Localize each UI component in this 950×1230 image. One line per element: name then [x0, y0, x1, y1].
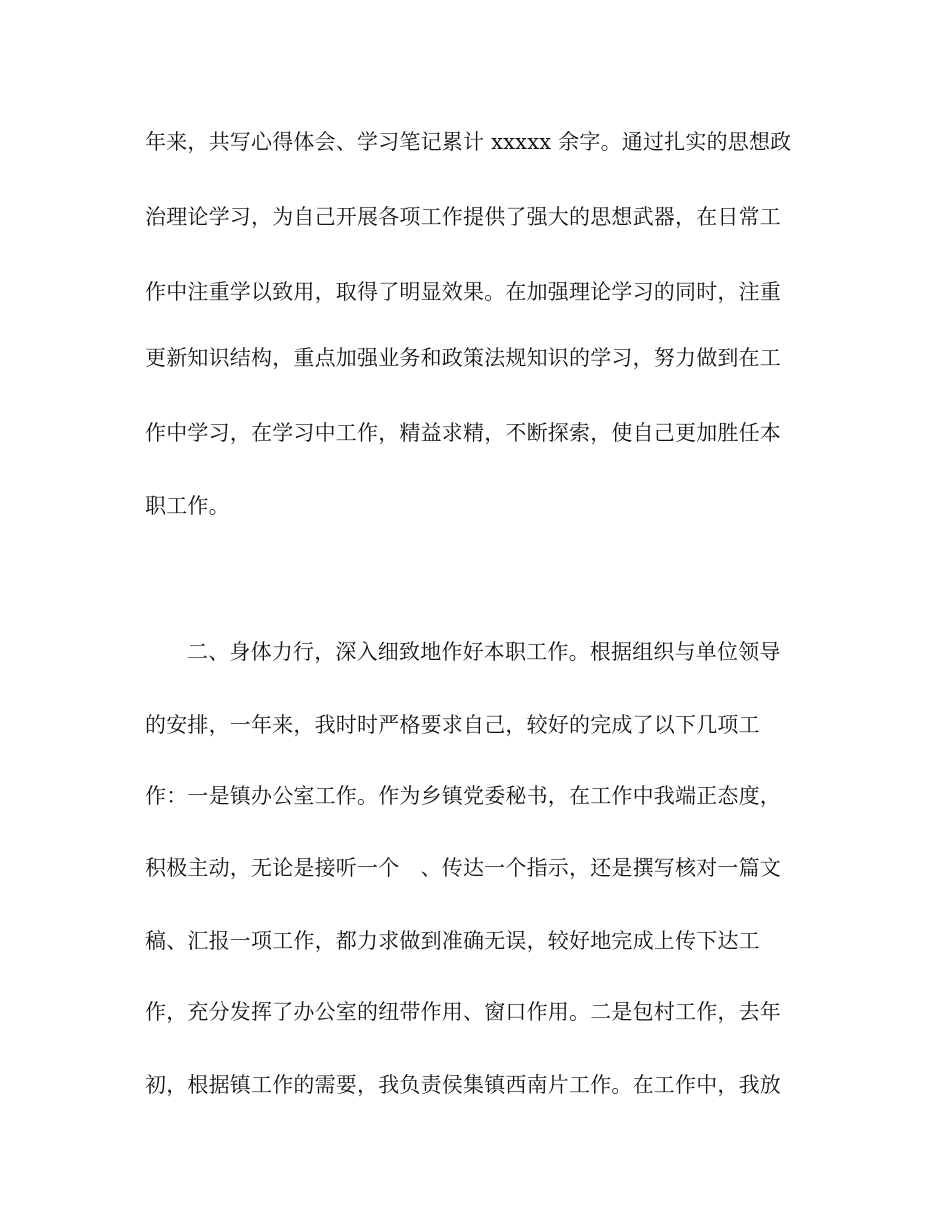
paragraph-line: 治理论学习，为自己开展各项工作提供了强大的思想武器，在日常工 — [145, 205, 781, 229]
paragraph-line: 的安排，一年来，我时时严格要求自己，较好的完成了以下几项工 — [145, 713, 760, 737]
paragraph-line: 积极主动，无论是接听一个 、传达一个指示，还是撰写核对一篇文 — [145, 856, 781, 880]
paragraph-line: 作中注重学以致用，取得了明显效果。在加强理论学习的同时，注重 — [145, 280, 781, 304]
paragraph-line: 更新知识结构，重点加强业务和政策法规知识的学习，努力做到在工 — [145, 346, 781, 370]
paragraph-line: 年来，共写心得体会、学习笔记累计 xxxxx 余字。通过扎实的思想政 — [145, 130, 792, 154]
paragraph-line: 职工作。 — [145, 494, 230, 518]
paragraph-line: 作，充分发挥了办公室的纽带作用、窗口作用。二是包村工作，去年 — [145, 1000, 781, 1024]
paragraph-line: 初，根据镇工作的需要，我负责侯集镇西南片工作。在工作中，我放 — [145, 1073, 781, 1097]
paragraph-line: 作：一是镇办公室工作。作为乡镇党委秘书，在工作中我端正态度， — [145, 784, 781, 808]
paragraph-line: 作中学习，在学习中工作，精益求精，不断探索，使自己更加胜任本 — [145, 421, 781, 445]
paragraph-line: 二、身体力行，深入细致地作好本职工作。根据组织与单位领导 — [187, 640, 781, 664]
paragraph-line: 稿、汇报一项工作，都力求做到准确无误，较好地完成上传下达工 — [145, 929, 760, 953]
